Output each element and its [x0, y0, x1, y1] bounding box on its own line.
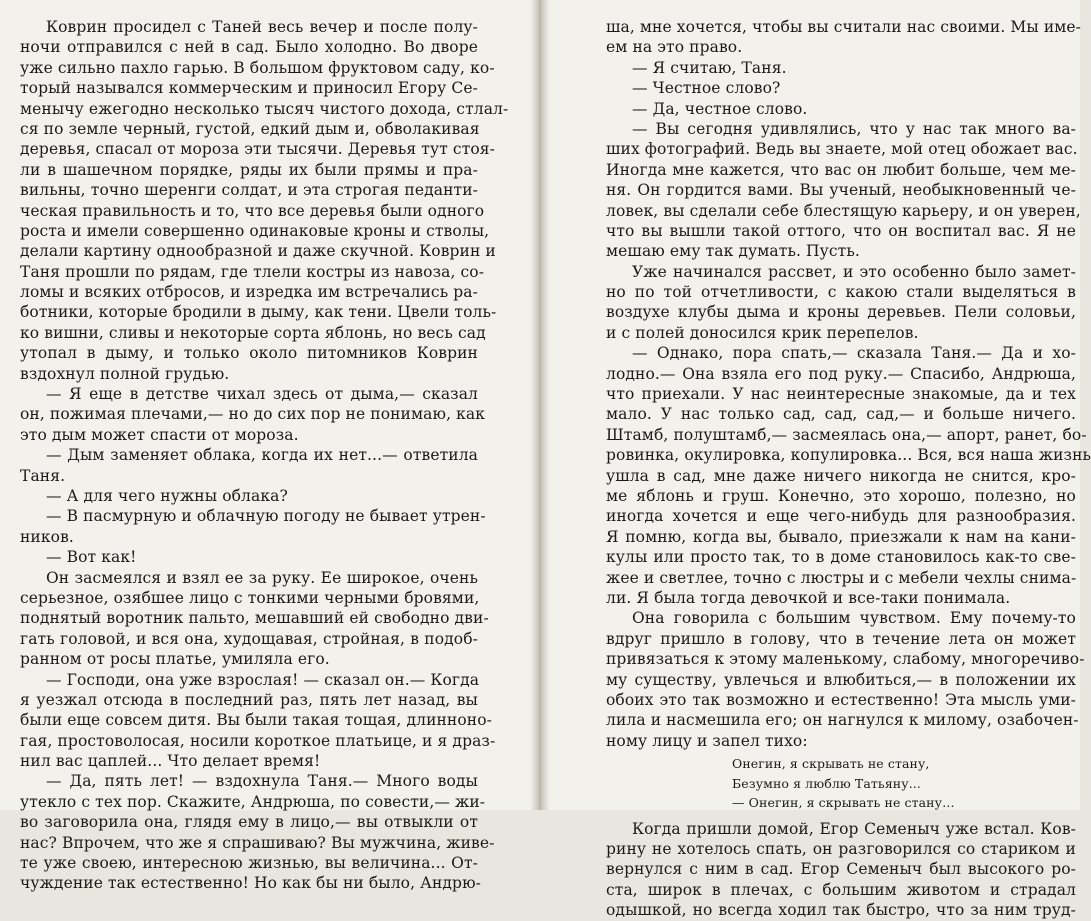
- text-line: Уже начинался рассвет, и это особенно было замет-: [632, 262, 1076, 281]
- text-line: гая, простоволосая, носили короткое платьице, и я драз-: [20, 731, 496, 750]
- text-line: — Я еще в детстве чихал здесь от дыма,— сказал: [46, 385, 478, 404]
- text-line: Она говорила с большим чувством. Ему почему-то: [632, 609, 1076, 628]
- text-line: ко вишни, сливы и некоторые сорта яблонь, но весь сад: [20, 323, 486, 342]
- text-line: роста и имели совершенно одинаковые кроны и стволы,: [20, 221, 490, 240]
- text-line: жее и светлее, точно с люстры и с мебели чехлы снима-: [606, 568, 1077, 587]
- text-line: что вы вышли такой оттого, что он воспитал вас. Я не: [606, 221, 1076, 240]
- text-line: Он засмеялся и взял ее за руку. Ее широкое, очень: [46, 568, 478, 587]
- text-line: он, пожимая плечами,— но до сих пор не понимаю, как: [20, 405, 486, 424]
- text-line: Таня.: [20, 466, 66, 485]
- text-line: лила и насмешила его; он нагнулся к милому, озабочен-: [606, 711, 1079, 730]
- right-page: [542, 0, 1091, 920]
- text-line: торый назывался коммерческим и приносил Егору Се-: [20, 79, 478, 98]
- text-line: ушла в сад, мне даже ничего никогда не снится, кро-: [606, 466, 1076, 485]
- text-line: ли в шашечном порядке, ряды их были прямы и пра-: [20, 160, 478, 179]
- text-line: Иногда мне кажется, что вас он любит больше, чем ме-: [606, 160, 1076, 179]
- text-line: ников.: [20, 527, 74, 546]
- text-line: во заговорила она, глядя ему в лицо,— вы отвыкли от: [20, 813, 478, 832]
- text-line: — Однако, пора спать,— сказала Таня.— Да и хо-: [632, 344, 1076, 363]
- text-line: что приехали. У нас неинтересные знакомые, да и тех: [606, 385, 1076, 404]
- text-line: были еще совсем дитя. Вы были такая тощая, длинноно-: [20, 711, 492, 730]
- text-line: ранном от росы платье, умиляла его.: [20, 650, 330, 669]
- text-line: — В пасмурную и облачную погоду не бывает утрен-: [46, 507, 486, 526]
- text-line: — Я считаю, Таня.: [632, 58, 787, 77]
- text-line: иногда хочется и еще чего-нибудь для разнообразия.: [606, 507, 1076, 526]
- text-line: ческая правильность и то, что все деревья были одного: [20, 201, 485, 220]
- text-line: му существу, увлечься и влюбиться,— в положении их: [606, 670, 1076, 689]
- text-line: ботники, которые бродили в дыму, как тени. Цвели толь-: [20, 303, 497, 322]
- text-line: вдруг пришло в голову, что в течение лета он может: [606, 629, 1076, 648]
- text-line: ровинка, окулировка, копулировка... Вся, вся наша жизнь: [606, 446, 1091, 465]
- text-line: ному лицу и запел тихо:: [606, 731, 808, 750]
- text-line: нас? Впрочем, что же я спрашиваю? Вы мужчина, живе-: [20, 833, 495, 852]
- text-line: нил вас цаплей... Что делает время!: [20, 752, 321, 771]
- text-line: я уезжал отсюда в последний раз, пять лет назад, вы: [20, 690, 478, 709]
- text-line: ловек, вы сделали себе блестящую карьеру, и он уверен,: [606, 201, 1081, 220]
- text-line: вильны, точно шеренги солдат, и эта строгая педанти-: [20, 181, 478, 200]
- text-line: — Да, пять лет! — вздохнула Таня.— Много воды: [46, 772, 478, 791]
- text-line: воздухе клубы дыма и кроны деревьев. Пели соловьи,: [606, 303, 1076, 322]
- text-line: — Вы сегодня удивлялись, что у нас так много ва-: [632, 119, 1076, 138]
- text-line: серьезное, озябшее лицо с тонкими черными бровями,: [20, 588, 480, 607]
- text-line: ся по земле черный, густой, едкий дым и, обволакивая: [20, 119, 480, 138]
- text-line: Таня прошли по рядам, где тлели костры из навоза, со-: [20, 262, 485, 281]
- right-page-text: [606, 17, 1091, 921]
- text-line: гать головой, и вся она, худощавая, стройная, в подоб-: [20, 629, 478, 648]
- text-line: менычу ежегодно несколько тысяч чистого дохода, стлал-: [20, 99, 509, 118]
- text-line: но по той отчетливости, с какою стали выделяться в: [606, 283, 1076, 302]
- verse-line: Безумно я люблю Татьяну...: [732, 775, 921, 791]
- text-line: обоих это так возможно и естественно! Эта мысль уми-: [606, 690, 1076, 709]
- text-line: чуждение так естественно! Но как бы ни было, Андрю-: [20, 874, 482, 893]
- text-line: рину не хотелось спать, он разговорился со стариком и: [606, 839, 1076, 858]
- text-line: — Честное слово?: [632, 79, 781, 98]
- text-line: ме яблонь и груш. Конечно, это хорошо, полезно, но: [606, 486, 1076, 505]
- text-line: те уже своею, интересною жизнью, вы величина... От-: [20, 854, 478, 873]
- text-line: кулы или просто так, то в доме становилось как-то све-: [606, 548, 1076, 567]
- text-line: утопал в дыму, и только около питомников Коврин: [20, 344, 478, 363]
- text-line: Коврин просидел с Таней весь вечер и после полу-: [46, 18, 478, 36]
- text-line: поднятый воротник пальто, мешавший ей свободно дви-: [20, 609, 489, 628]
- text-line: ших фотографий. Ведь вы знаете, мой отец обожает вас.: [606, 140, 1078, 159]
- text-line: это дым может спасти от мороза.: [20, 425, 299, 444]
- text-line: — Господи, она уже взрослая! — сказал он.— Когда: [46, 670, 480, 689]
- text-line: ня. Он гордится вами. Вы ученый, необыкновенный че-: [606, 181, 1076, 200]
- text-line: ем на это право.: [606, 38, 743, 57]
- text-line: уже сильно пахло гарью. В большом фруктовом саду, ко-: [20, 58, 495, 77]
- text-line: мешаю ему так думать. Пусть.: [606, 242, 860, 261]
- text-line: привязаться к этому маленькому, слабому, многоречиво-: [606, 650, 1085, 669]
- text-line: Я помню, когда вы, бывало, приезжали к нам на кани-: [606, 527, 1076, 546]
- text-line: вздохнул полной грудью.: [20, 364, 230, 383]
- text-line: одышкой, но всегда ходил так быстро, что за ним труд-: [606, 901, 1076, 920]
- verse-line: — Онегин, я скрывать не стану…: [732, 795, 955, 811]
- text-line: — А для чего нужны облака?: [46, 486, 288, 505]
- text-line: делали картину однообразной и даже скучной. Коврин и: [20, 242, 496, 261]
- text-line: Когда пришли домой, Егор Семеныч уже встал. Ков-: [632, 819, 1076, 838]
- text-line: утекло с тех пор. Скажите, Андрюша, по совести,— жи-: [20, 792, 486, 811]
- text-line: вернулся с ним в сад. Егор Семеныч был высокого ро-: [606, 860, 1076, 879]
- text-line: ста, широк в плечах, с большим животом и страдал: [606, 880, 1076, 899]
- text-line: — Вот как!: [46, 548, 137, 567]
- text-line: Штамб, полуштамб,— засмеялась она,— апорт, ранет, бо-: [606, 425, 1087, 444]
- text-line: ломы и всяких отбросов, и изредка им встречались ра-: [20, 283, 478, 302]
- left-page-text: [20, 17, 509, 894]
- book-gutter: [530, 0, 550, 810]
- text-line: мало. У нас только сад, сад, сад,— и больше ничего.: [606, 405, 1076, 424]
- text-line: ли. Я была тогда девочкой и все-таки понимала.: [606, 588, 1011, 607]
- text-line: лодно.— Она взяла его под руку.— Спасибо, Андрюша,: [606, 364, 1076, 383]
- verse-line: Онегин, я скрывать не стану,: [732, 756, 930, 772]
- text-line: ша, мне хочется, чтобы вы считали нас своими. Мы име-: [606, 18, 1082, 36]
- text-line: деревья, спасал от мороза эти тысячи. Деревья тут стоя-: [20, 140, 496, 159]
- text-line: ночи отправился с ней в сад. Было холодно. Во дворе: [20, 38, 478, 57]
- left-page: [0, 0, 538, 893]
- text-line: — Да, честное слово.: [632, 99, 808, 118]
- text-line: и с полей доносился крик перепелов.: [606, 323, 919, 342]
- text-line: — Дым заменяет облака, когда их нет...— ответила: [46, 446, 478, 465]
